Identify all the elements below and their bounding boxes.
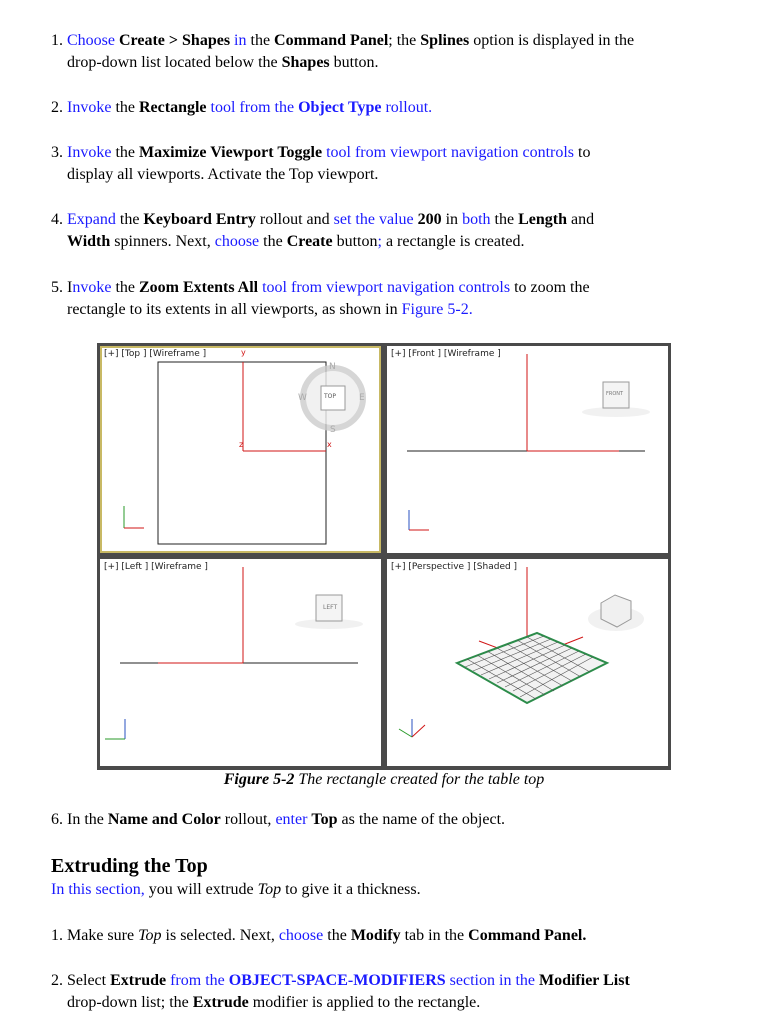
viewport-top: [100, 346, 381, 553]
step-number: 6.: [51, 811, 63, 828]
step-1: [51, 30, 716, 74]
intro-text: to give it a thickness.: [285, 881, 421, 898]
step-number: 2.: [51, 972, 63, 989]
step-text: Name and Color: [107, 811, 221, 828]
viewport-label[interactable]: [+] [Left ] [Wireframe ]: [104, 562, 208, 572]
step-text: Command Panel.: [468, 927, 587, 944]
compass-south: S: [330, 425, 336, 435]
viewport-perspective-drawing: [387, 559, 668, 766]
gizmo-y-axis: [399, 729, 412, 737]
step-text: to zoom the: [514, 279, 590, 296]
viewport-front: [387, 346, 668, 553]
step-text: from the: [170, 972, 225, 989]
step-text: Make sure: [67, 927, 135, 944]
rectangle-shape: [158, 362, 326, 544]
figure-5-2: [97, 343, 671, 770]
axis-label-y: y: [241, 348, 246, 357]
step-text: Top: [311, 811, 338, 828]
step-text: rollout.: [385, 99, 433, 116]
compass-west: W: [298, 393, 307, 403]
step-text: a rectangle is created.: [385, 233, 525, 250]
step-text: Zoom Extents All: [138, 279, 259, 296]
step-text: modifier is applied to the rectangle.: [252, 994, 481, 1011]
step-text: nvoke: [72, 279, 112, 296]
step-text: ;: [377, 233, 382, 250]
step-text: Shapes: [281, 54, 330, 71]
viewcube-label[interactable]: LEFT: [323, 604, 338, 611]
step-text: enter: [275, 811, 308, 828]
step-text: the: [327, 927, 347, 944]
step-text: in: [234, 32, 247, 49]
step-4: [51, 209, 716, 253]
viewport-label[interactable]: [+] [Top ] [Wireframe ]: [104, 349, 207, 359]
step-text: section in the: [449, 972, 535, 989]
viewport-top-drawing: [100, 346, 381, 553]
step-text: OBJECT-SPACE-MODIFIERS: [228, 972, 446, 989]
viewport-perspective: [387, 559, 668, 766]
step-number: 1.: [51, 927, 63, 944]
step-text: spinners. Next,: [114, 233, 211, 250]
step-line: [51, 164, 716, 186]
viewport-left: [100, 559, 381, 766]
step-text: Expand: [67, 211, 116, 228]
step-2: [51, 97, 716, 119]
step-number: 1.: [51, 32, 63, 49]
step-text: the: [494, 211, 515, 228]
step-text: Create > Shapes: [119, 32, 231, 49]
compass-north: N: [329, 362, 336, 372]
step-text: as the name of the object.: [341, 811, 506, 828]
step-text: Width: [67, 233, 111, 250]
step-text: In the: [67, 811, 104, 828]
section-intro: [51, 879, 716, 901]
step-text: tool from viewport navigation controls: [326, 144, 575, 161]
step-text: drop-down list located below the: [67, 54, 278, 71]
step-number: 2.: [51, 99, 63, 116]
axis-label-z: z: [239, 440, 244, 449]
step-text: tool from viewport navigation controls: [262, 279, 511, 296]
step-text: tool from the: [210, 99, 295, 116]
step-text: Maximize Viewport Toggle: [138, 144, 323, 161]
step-text: Length: [518, 211, 567, 228]
step-text: Choose: [67, 32, 115, 49]
step-text: rollout,: [224, 811, 272, 828]
step-text: to: [578, 144, 591, 161]
viewcube-label[interactable]: TOP: [324, 393, 337, 400]
step-text: and: [570, 211, 595, 228]
viewport-front-drawing: [387, 346, 668, 553]
step-text: choose: [214, 233, 260, 250]
step-text: Rectangle: [138, 99, 207, 116]
axis-label-x: x: [327, 440, 332, 449]
step-text: Modifier List: [538, 972, 630, 989]
figure-link[interactable]: Figure 5-2.: [401, 301, 473, 318]
intro-text: In this section,: [51, 881, 145, 898]
step-text: button.: [333, 54, 379, 71]
step-text: is selected. Next,: [165, 927, 275, 944]
step-text: the: [115, 99, 135, 116]
viewcube-label[interactable]: FRONT: [606, 391, 624, 397]
step-text: rectangle to its extents in all viewports, as shown in: [67, 301, 398, 318]
step-text: Object Type: [298, 99, 382, 116]
step-text: the: [263, 233, 283, 250]
caption-text: The rectangle created for the table top: [298, 771, 545, 788]
step-text: Select: [67, 972, 107, 989]
figure-caption: [0, 771, 768, 789]
step-3: [51, 142, 716, 186]
step-text: choose: [278, 927, 324, 944]
viewport-label[interactable]: [+] [Front ] [Wireframe ]: [391, 349, 501, 359]
step-number: 4.: [51, 211, 63, 228]
intro-text: Top: [257, 881, 282, 898]
viewport-left-drawing: [100, 559, 381, 766]
step-text: drop-down list; the: [67, 994, 189, 1011]
step-text: the: [115, 279, 135, 296]
step-text: Create: [286, 233, 333, 250]
step-line: [51, 992, 716, 1014]
step-line: [51, 231, 716, 253]
step-text: option is displayed in the: [473, 32, 635, 49]
step-text: the: [115, 144, 135, 161]
step-5: [51, 277, 716, 321]
step-text: set the value: [333, 211, 414, 228]
step-text: Modify: [350, 927, 401, 944]
compass-east: E: [359, 393, 365, 403]
step-text: tab in the: [404, 927, 465, 944]
step-text: Splines: [420, 32, 470, 49]
step-text: both: [462, 211, 491, 228]
step-text: Invoke: [67, 99, 112, 116]
step-text: I: [67, 279, 73, 296]
step-line: [51, 299, 716, 321]
viewport-label[interactable]: [+] [Perspective ] [Shaded ]: [391, 562, 518, 572]
step-text: the: [250, 32, 271, 49]
step-text: Command Panel: [274, 32, 389, 49]
step-text: the: [119, 211, 140, 228]
step-text: Top: [138, 927, 162, 944]
extrude-step-1: [51, 925, 716, 947]
caption-number: Figure 5-2: [223, 771, 295, 788]
step-text: rollout and: [259, 211, 330, 228]
intro-text: you will extrude: [148, 881, 254, 898]
step-text: ; the: [388, 32, 417, 49]
step-line: [51, 52, 716, 74]
step-text: Invoke: [67, 144, 112, 161]
section-heading: Extruding the Top: [51, 855, 208, 877]
gizmo-x-axis: [412, 725, 425, 737]
step-text: Extrude: [110, 972, 167, 989]
step-number: 3.: [51, 144, 63, 161]
step-text: 200: [417, 211, 442, 228]
step-text: button: [336, 233, 378, 250]
step-6: [51, 809, 716, 831]
step-text: Keyboard Entry: [143, 211, 256, 228]
step-text: display all viewports. Activate the Top viewport.: [67, 166, 379, 183]
extrude-step-2: [51, 970, 716, 1014]
step-text: in: [445, 211, 459, 228]
step-text: Extrude: [192, 994, 249, 1011]
step-number: 5.: [51, 279, 63, 296]
